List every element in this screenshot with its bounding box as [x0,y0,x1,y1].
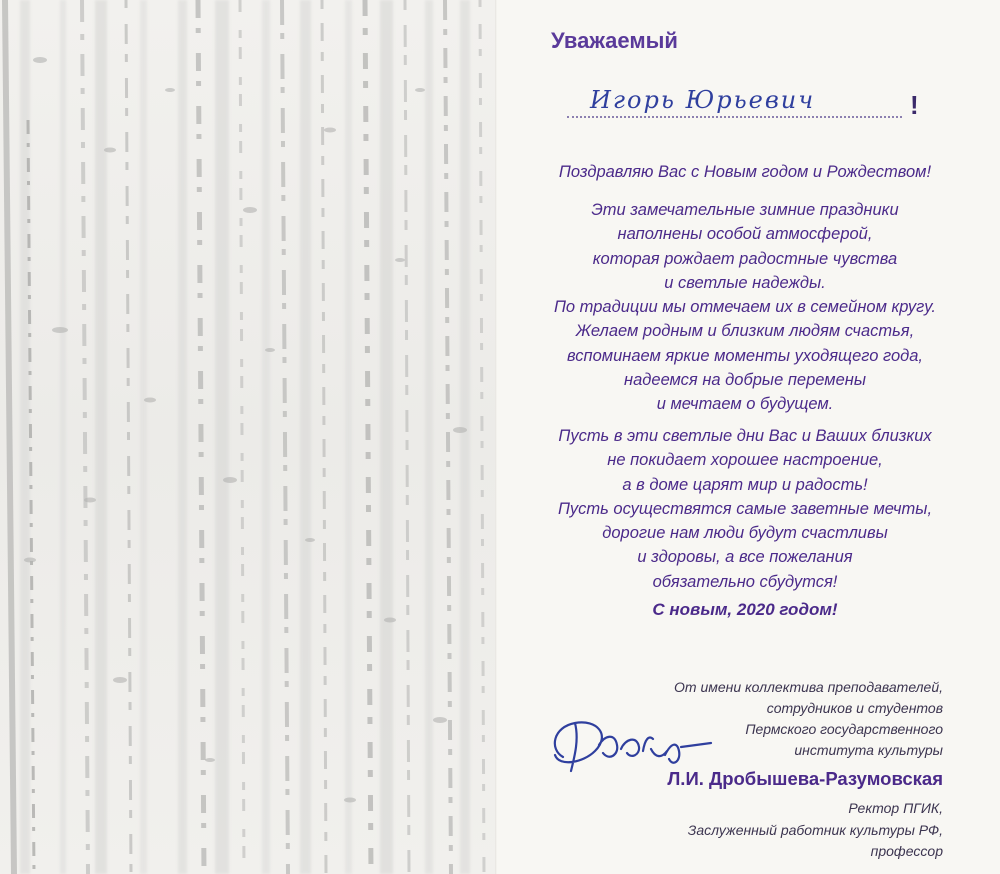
signer-titles [688,798,943,863]
paragraph-1 [545,198,945,417]
paragraph-2-line: обязательно сбудутся! [652,572,838,591]
paragraph-2-line: Пусть осуществятся самые заветные мечты, [557,499,933,518]
recipient-name-handwritten: Игорь Юрьевич [590,86,816,114]
signer-title-line: Заслуженный работник культуры РФ, [687,821,943,838]
intro-line: Поздравляю Вас с Новым годом и Рождеством! [558,163,932,181]
paragraph-1-line: По традиции мы отмечаем их в семейном кругу. [553,298,937,317]
paragraph-1-line: вспоминаем яркие моменты уходящего года, [567,346,923,365]
on-behalf-line: От имени коллектива преподавателей, [674,679,943,695]
paragraph-2-line: дорогие нам люди будут счастливы [602,524,888,543]
name-dotted-line [567,116,902,118]
paragraph-2-line: а в доме царят мир и радость! [622,475,868,494]
signer-title-line: профессор [870,843,943,859]
birch-trees-drawing [0,0,495,874]
on-behalf-line: сотрудников и студентов [766,700,943,716]
paragraph-1-line: Эти замечательные зимние праздники [591,201,899,219]
paragraph-1-line: и светлые надежды. [664,273,826,292]
paragraph-1-line: надеемся на добрые перемены [624,371,866,390]
greeting-heading: Уважаемый [551,28,678,53]
paragraph-2-line: и здоровы, а все пожелания [637,548,853,567]
signer-title-line: Ректор ПГИК, [848,800,943,816]
on-behalf-line: Пермского государственного [745,721,943,737]
paragraph-2-line: Пусть в эти светлые дни Вас и Ваших близких [558,427,932,445]
paragraph-1-line: наполнены особой атмосферой, [617,225,873,244]
winter-forest-illustration [0,0,495,874]
closing-wish: С новым, 2020 годом! [652,600,838,619]
paragraph-1-line: которая рождает радостные чувства [592,249,898,268]
on-behalf-line: института культуры [794,742,943,758]
signer-name: Л.И. Дробышева-Разумовская [667,768,943,789]
paragraph-2-line: не покидает хорошее настроение, [607,451,883,470]
exclamation-mark: ! [910,90,919,120]
paragraph-1-line: Желаем родным и близким людям счастья, [575,322,915,341]
paragraph-2 [545,424,945,594]
paragraph-1-line: и мечтаем о будущем. [656,395,834,414]
